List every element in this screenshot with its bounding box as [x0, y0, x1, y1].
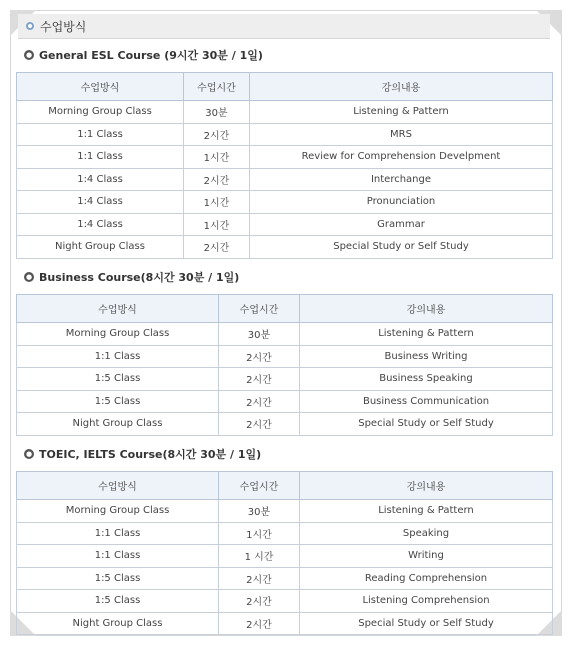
section-title [24, 47, 263, 63]
table-cell: 2시간 [219, 413, 300, 436]
table-cell: Night Group Class [17, 612, 219, 635]
table-cell: Business Speaking [300, 368, 553, 391]
table-row [17, 545, 553, 568]
table-cell: 1:5 Class [17, 390, 219, 413]
table-cell: Listening & Pattern [300, 323, 553, 346]
section-title [24, 446, 261, 462]
table-row [17, 567, 553, 590]
table-cell: Writing [300, 545, 553, 568]
table-row [17, 323, 553, 346]
section-title-text: General ESL Course (9시간 30분 / 1일) [39, 49, 263, 62]
table-cell: 1 시간 [219, 545, 300, 568]
column-header: 강의내용 [250, 73, 553, 101]
table-cell: Review for Comprehension Develpment [250, 146, 553, 169]
table-cell: 2시간 [219, 590, 300, 613]
circle-bullet-icon: ● [25, 51, 33, 59]
table-cell: Grammar [250, 213, 553, 236]
table-cell: Morning Group Class [17, 500, 219, 523]
table-cell: 1:4 Class [17, 213, 184, 236]
table-row [17, 168, 553, 191]
table-row [17, 413, 553, 436]
page-title: 수업방식 [40, 19, 87, 34]
course-table [16, 72, 553, 259]
table-cell: 30분 [219, 323, 300, 346]
circle-bullet-icon: ● [25, 273, 33, 281]
column-header: 강의내용 [300, 472, 553, 500]
column-header: 수업방식 [17, 295, 219, 323]
section-title-text: TOEIC, IELTS Course(8시간 30분 / 1일) [39, 448, 262, 461]
table-cell: 2시간 [219, 390, 300, 413]
circle-bullet-icon: ● [25, 450, 33, 458]
table-cell: Business Communication [300, 390, 553, 413]
table-cell: 2시간 [184, 123, 250, 146]
table-cell: 1:5 Class [17, 567, 219, 590]
table-row [17, 236, 553, 259]
table-row [17, 101, 553, 124]
table-cell: Listening & Pattern [300, 500, 553, 523]
course-table [16, 294, 553, 436]
column-header: 수업시간 [219, 295, 300, 323]
table-cell: 2시간 [219, 612, 300, 635]
course-table [16, 471, 553, 635]
table-cell: Pronunciation [250, 191, 553, 214]
table-cell: 1시간 [184, 146, 250, 169]
table-cell: Listening Comprehension [300, 590, 553, 613]
table-cell: Listening & Pattern [250, 101, 553, 124]
table-cell: 2시간 [219, 567, 300, 590]
table-row [17, 146, 553, 169]
table-cell: Night Group Class [17, 236, 184, 259]
table-cell: 1:1 Class [17, 522, 219, 545]
table-header-row [17, 295, 553, 323]
column-header: 강의내용 [300, 295, 553, 323]
table-cell: 2시간 [184, 236, 250, 259]
table-cell: Special Study or Self Study [300, 413, 553, 436]
table-cell: 1:4 Class [17, 168, 184, 191]
table-cell: 1:1 Class [17, 123, 184, 146]
page-header [18, 14, 550, 39]
table-row [17, 390, 553, 413]
table-cell: 1:5 Class [17, 368, 219, 391]
table-cell: 1시간 [184, 213, 250, 236]
table-cell: 30분 [184, 101, 250, 124]
table-cell: Night Group Class [17, 413, 219, 436]
table-cell: 1시간 [219, 522, 300, 545]
table-header-row [17, 73, 553, 101]
column-header: 수업방식 [17, 472, 219, 500]
table-cell: Interchange [250, 168, 553, 191]
table-cell: 1:1 Class [17, 545, 219, 568]
column-header: 수업방식 [17, 73, 184, 101]
section-title-text: Business Course(8시간 30분 / 1일) [39, 271, 240, 284]
table-cell: Morning Group Class [17, 323, 219, 346]
table-cell: Special Study or Self Study [250, 236, 553, 259]
table-row [17, 522, 553, 545]
table-cell: Business Writing [300, 345, 553, 368]
table-row [17, 590, 553, 613]
column-header: 수업시간 [219, 472, 300, 500]
table-cell: Reading Comprehension [300, 567, 553, 590]
table-row [17, 191, 553, 214]
table-row [17, 612, 553, 635]
table-cell: 1:1 Class [17, 146, 184, 169]
table-row [17, 500, 553, 523]
table-cell: Morning Group Class [17, 101, 184, 124]
table-row [17, 213, 553, 236]
table-cell: 1:1 Class [17, 345, 219, 368]
section-title [24, 269, 239, 285]
table-row [17, 345, 553, 368]
table-header-row [17, 472, 553, 500]
circle-bullet-icon [26, 22, 34, 30]
table-cell: 2시간 [219, 368, 300, 391]
table-row [17, 368, 553, 391]
table-cell: 1:5 Class [17, 590, 219, 613]
table-cell: Special Study or Self Study [300, 612, 553, 635]
table-row [17, 123, 553, 146]
table-cell: MRS [250, 123, 553, 146]
table-cell: 2시간 [219, 345, 300, 368]
table-cell: 1시간 [184, 191, 250, 214]
table-cell: 30분 [219, 500, 300, 523]
column-header: 수업시간 [184, 73, 250, 101]
table-cell: Speaking [300, 522, 553, 545]
table-cell: 2시간 [184, 168, 250, 191]
table-cell: 1:4 Class [17, 191, 184, 214]
